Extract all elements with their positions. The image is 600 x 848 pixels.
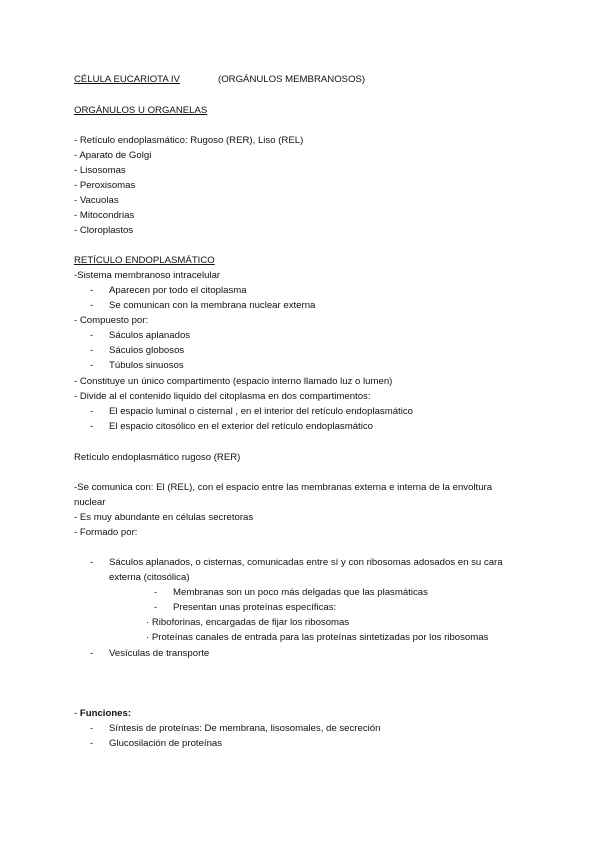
re-subline: Se comunican con la membrana nuclear externa xyxy=(109,300,316,311)
funcion-item: Síntesis de proteínas: De membrana, lisosomales, de secreción xyxy=(109,723,381,734)
dash-marker: - xyxy=(90,406,94,417)
organelle-item: - Vacuolas xyxy=(74,195,119,206)
dash-marker: - xyxy=(90,285,94,296)
rer-subsubline: Presentan unas proteínas específicas: xyxy=(173,602,337,613)
organelle-item: - Peroxisomas xyxy=(74,180,136,191)
dash-marker: - xyxy=(90,421,94,432)
re-line: - Compuesto por: xyxy=(74,315,149,326)
dash-marker: - xyxy=(90,300,94,311)
dash-marker: - xyxy=(90,738,94,749)
organelles-heading: ORGÁNULOS U ORGANELAS xyxy=(74,105,208,116)
document-subtitle: (ORGÁNULOS MEMBRANOSOS) xyxy=(218,74,366,85)
organelle-item: - Lisosomas xyxy=(74,165,126,176)
rer-heading: Retículo endoplasmático rugoso (RER) xyxy=(74,452,241,463)
re-subline: Aparecen por todo el citoplasma xyxy=(109,285,247,296)
dash-marker: - xyxy=(90,330,94,341)
rer-line: - Formado por: xyxy=(74,527,138,538)
dash-marker: - xyxy=(90,345,94,356)
rer-line: nuclear xyxy=(74,497,106,508)
re-line: - Divide al el contenido liquido del citoplasma en dos compartimentos: xyxy=(74,391,371,402)
organelle-item: - Aparato de Golgi xyxy=(74,150,152,161)
dash-marker: - xyxy=(90,648,94,659)
dash-marker: - xyxy=(90,723,94,734)
re-subline: El espacio luminal o cisternal , en el interior del retículo endoplasmático xyxy=(109,406,413,417)
rer-bullet-line: · Proteínas canales de entrada para las proteínas sintetizadas por los ribosomas xyxy=(146,632,489,643)
funciones-label: Funciones: xyxy=(79,708,132,719)
organelle-item: - Mitocondrias xyxy=(74,210,135,221)
square-marker: - xyxy=(154,587,158,598)
re-line: -Sistema membranoso intracelular xyxy=(74,270,221,281)
re-subline: Sáculos globosos xyxy=(109,345,185,356)
rer-subsubline: Membranas son un poco más delgadas que las plasmáticas xyxy=(173,587,428,598)
document-title: CÉLULA EUCARIOTA IV xyxy=(74,74,180,85)
rer-subline: Vesículas de transporte xyxy=(109,648,210,659)
dash-marker: - xyxy=(90,360,94,371)
rer-subline: externa (citosólica) xyxy=(109,572,190,583)
organelle-item: - Retículo endoplasmático: Rugoso (RER), Liso (REL) xyxy=(74,135,304,146)
organelle-item: - Cloroplastos xyxy=(74,225,134,236)
re-subline: Sáculos aplanados xyxy=(109,330,191,341)
re-line: - Constituye un único compartimento (espacio interno llamado luz o lumen) xyxy=(74,376,393,387)
rer-bullet-line: · Riboforinas, encargadas de fijar los ribosomas xyxy=(146,617,350,628)
re-subline: El espacio citosólico en el exterior del retículo endoplasmático xyxy=(109,421,373,432)
re-subline: Túbulos sinuosos xyxy=(109,360,184,371)
square-marker: - xyxy=(154,602,158,613)
rer-line: - Es muy abundante en células secretoras xyxy=(74,512,254,523)
dash-marker: - xyxy=(90,557,94,568)
re-heading: RETÍCULO ENDOPLASMÁTICO xyxy=(74,255,215,266)
funciones-lead: - xyxy=(74,708,80,719)
rer-line: -Se comunica con: El (REL), con el espacio entre las membranas externa e interna de la envoltura xyxy=(74,482,493,493)
funciones-heading xyxy=(74,708,131,720)
funcion-item: Glucosilación de proteínas xyxy=(109,738,223,749)
rer-subline: Sáculos aplanados, o cisternas, comunicadas entre sí y con ribosomas adosados en su cara xyxy=(109,557,503,568)
